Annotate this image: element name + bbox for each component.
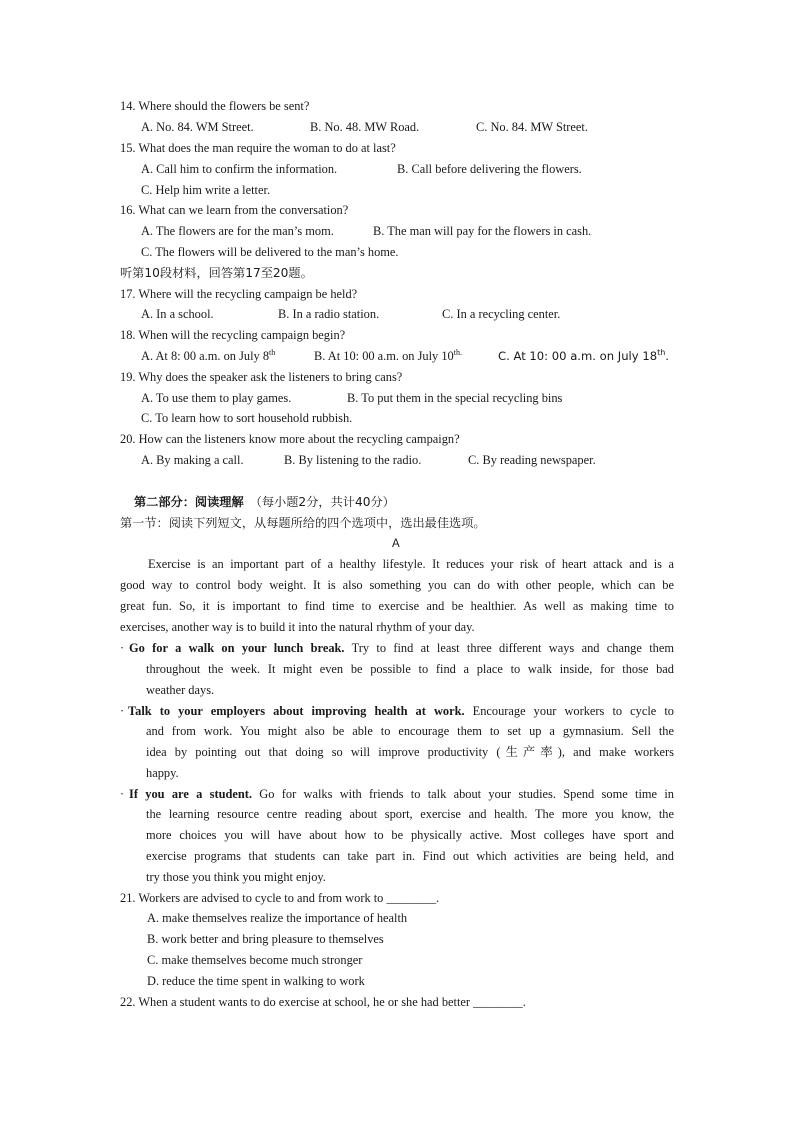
bullet-2-line-3: idea by pointing out that doing so will improve productivity (生产率), and make workers <box>146 745 674 759</box>
bullet-2-text: Encourage your workers to cycle to <box>464 704 674 718</box>
question-15: 15. What does the man require the woman to do at last? <box>120 141 396 155</box>
bullet-1-first-line <box>129 640 674 656</box>
q15-option-a: A. Call him to confirm the information. <box>141 162 338 176</box>
q18-option-b-text: B. At 10: 00 a.m. on July 10 <box>314 349 454 363</box>
q21-option-b: B. work better and bring pleasure to themselves <box>147 932 384 946</box>
q21-option-a: A. make themselves realize the importance of health <box>147 911 408 925</box>
question-17: 17. Where will the recycling campaign be held? <box>120 287 358 301</box>
bullet-3-line-5: try those you think you might enjoy. <box>146 870 326 884</box>
q16-option-a: A. The flowers are for the man’s mom. <box>141 224 334 238</box>
bullet-3-text: Go for walks with friends to talk about your studies. Spend some time in <box>251 787 674 801</box>
intro-line-4: exercises, another way is to build it into the natural rhythm of your day. <box>120 620 475 634</box>
q14-option-a: A. No. 84. WM Street. <box>141 120 254 134</box>
question-21: 21. Workers are advised to cycle to and from work to ________. <box>120 891 440 905</box>
question-22: 22. When a student wants to do exercise at school, he or she had better ________. <box>120 995 526 1009</box>
bullet-1-text: Try to find at least three different ways and change them <box>344 641 674 655</box>
q15-option-b: B. Call before delivering the flowers. <box>397 162 582 176</box>
q20-option-c: C. By reading newspaper. <box>468 453 596 467</box>
q14-option-b: B. No. 48. MW Road. <box>310 120 420 134</box>
bullet-1-bold: Go for a walk on your lunch break. <box>129 641 345 655</box>
q17-option-c: C. In a recycling center. <box>442 307 561 321</box>
bullet-3-line-4: exercise programs that students can take part in. Find out which activities are being held, and <box>146 849 674 863</box>
question-16: 16. What can we learn from the conversation? <box>120 203 349 217</box>
part-title: 第二部分：阅读理解 <box>134 495 244 509</box>
part-score: （每小题2分，共计40分） <box>249 495 395 509</box>
q20-option-a: A. By making a call. <box>141 453 244 467</box>
question-18: 18. When will the recycling campaign begin? <box>120 328 346 342</box>
bullet-1-marker: · <box>120 641 125 655</box>
section-note: 听第10段材料，回答第17至20题。 <box>120 266 313 280</box>
bullet-3-first-line <box>129 786 674 802</box>
bullet-3-line-3: more choices you will have about how to be physically active. Most colleges have sport and <box>146 828 674 842</box>
q16-option-c: C. The flowers will be delivered to the man’s home. <box>141 245 399 259</box>
q19-option-c: C. To learn how to sort household rubbish. <box>141 411 353 425</box>
question-14: 14. Where should the flowers be sent? <box>120 99 310 113</box>
q15-option-c: C. Help him write a letter. <box>141 183 271 197</box>
bullet-2-marker: · <box>120 704 125 718</box>
q19-option-b: B. To put them in the special recycling bins <box>347 391 563 405</box>
q21-option-d: D. reduce the time spent in walking to work <box>147 974 365 988</box>
q20-option-b: B. By listening to the radio. <box>284 453 422 467</box>
bullet-2-line-4: happy. <box>146 766 179 780</box>
q18-option-c-text: C. At 10: 00 a.m. on July 18 <box>498 349 658 363</box>
bullet-3-bold: If you are a student. <box>129 787 252 801</box>
bullet-1-line-3: weather days. <box>146 683 215 697</box>
q18-option-a-text: A. At 8: 00 a.m. on July 8 <box>141 349 270 363</box>
q14-option-c: C. No. 84. MW Street. <box>476 120 588 134</box>
question-19: 19. Why does the speaker ask the listeners to bring cans? <box>120 370 403 384</box>
q18-option-c <box>498 348 669 364</box>
bullet-2-line-2: and from work. You might also be able to encourage them to set up a gymnasium. Sell the <box>146 724 674 738</box>
passage-label: A <box>392 538 400 550</box>
intro-line-2: good way to control body weight. It is also something you can do with other people, which can be <box>120 578 674 592</box>
q18-option-a <box>141 348 275 364</box>
q16-option-b: B. The man will pay for the flowers in cash. <box>373 224 592 238</box>
q18-option-a-sup: th <box>269 347 276 357</box>
q17-option-b: B. In a radio station. <box>278 307 380 321</box>
bullet-2-first-line <box>128 703 674 719</box>
section-title: 第一节：阅读下列短文，从每题所给的四个选项中，选出最佳选项。 <box>120 516 486 530</box>
bullet-1-line-2: throughout the week. It might even be possible to find a place to walk inside, for those bad <box>146 662 674 676</box>
bullet-3-line-2: the learning resource centre reading about sport, exercise and health. The more you know, the <box>146 807 674 821</box>
q18-option-c-end: . <box>665 349 669 363</box>
q17-option-a: A. In a school. <box>141 307 214 321</box>
intro-line-3: great fun. So, it is important to find time to exercise and be healthier. As well as making time to <box>120 599 674 613</box>
q19-option-a: A. To use them to play games. <box>141 391 292 405</box>
q18-option-b-sup: th. <box>453 347 462 357</box>
question-20: 20. How can the listeners know more about the recycling campaign? <box>120 432 460 446</box>
bullet-3-marker: · <box>120 787 125 801</box>
q18-option-b <box>314 348 462 364</box>
q21-option-c: C. make themselves become much stronger <box>147 953 363 967</box>
q18-option-c-sup: th <box>657 348 666 358</box>
intro-line-1: Exercise is an important part of a healthy lifestyle. It reduces your risk of heart attack and is a <box>148 557 674 571</box>
bullet-2-bold: Talk to your employers about improving health at work. <box>128 704 465 718</box>
part-heading <box>134 494 395 510</box>
